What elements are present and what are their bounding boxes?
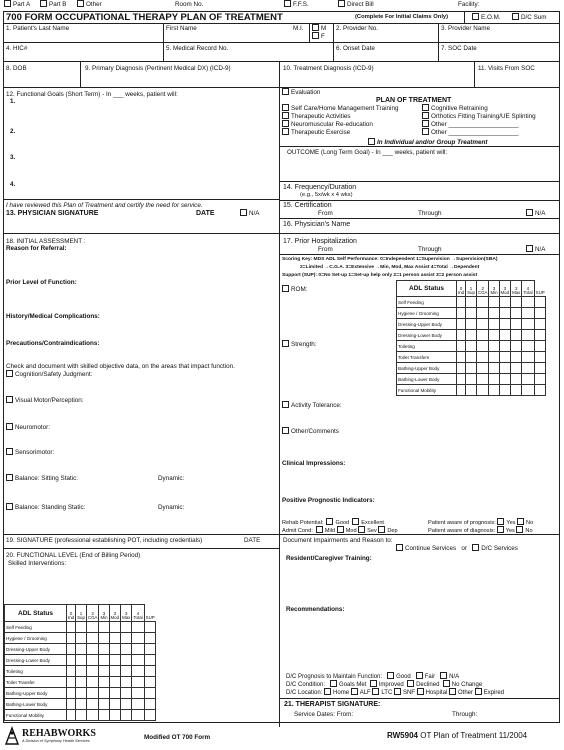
precautions-label: Precautions/Contraindications: <box>6 340 100 347</box>
rehab-potential-row: Rehab Potential: Good Excellent <box>282 519 384 526</box>
modified-form-label: Modified OT 700 Form <box>144 734 211 741</box>
therapist-signature-label: 21. THERAPIST SIGNATURE: <box>284 701 381 708</box>
scoring-key-line1: Scoring Key: MDS ADL Self Performance: 0=Independent 1=Supervision →Supervision(SBA) <box>282 257 498 262</box>
adl-row: Functional Mobility <box>5 710 67 721</box>
adl-row: Bathing-Upper Body <box>397 363 457 374</box>
room-no-label: Room No. <box>175 1 204 8</box>
document-impairments-label: Document Impairments and Reason to: <box>283 537 393 544</box>
adl-row: Bathing-Lower Body <box>5 699 67 710</box>
certify-statement: I have reviewed this Plan of Treatment and certify the need for service. <box>6 202 203 209</box>
neuromotor-check[interactable]: Neuromotor: <box>6 424 50 431</box>
rehabworks-logo <box>4 724 128 748</box>
physician-signature-na[interactable]: N/A <box>240 210 260 217</box>
frequency-label: 14. Frequency/Duration <box>283 184 357 191</box>
recommendations-label: Recommendations: <box>286 606 345 613</box>
top-check-part-a[interactable]: Part A <box>4 1 30 8</box>
adl-status-table-bottom: ADL Status 0 Ind 1 Sup 2 CGA 3 Min 3 Mod 3 Max 4 Total SUP Self Feeding Hygiene / Grooming Dressing-Upper Body Dressing-Lower Body Toileting Toilet Transfer Bathing-Upper Body Bathing-Lower Body Functional Mobility <box>4 604 156 721</box>
top-check-part-b[interactable]: Part B <box>40 1 67 8</box>
activity-tolerance-check[interactable]: Activity Tolerance: <box>282 402 342 409</box>
plan-other-2[interactable]: Other ____________________ <box>422 129 519 136</box>
adl-row: Hygiene / Grooming <box>5 633 67 644</box>
adl-row: Toilet Transfer <box>5 677 67 688</box>
signature-19-date: DATE <box>244 537 261 544</box>
visits-from-soc-label: 11. Visits From SOC <box>478 65 535 72</box>
clinical-impressions-label: Clinical Impressions: <box>282 460 346 467</box>
skilled-interventions-label: Skilled Interventions: <box>8 560 67 567</box>
functional-level-label: 20. FUNCTIONAL LEVEL (End of Billing Period) <box>6 552 141 559</box>
physician-name-label: 16. Physician's Name <box>283 221 351 228</box>
facility-label: Facility: <box>458 1 480 8</box>
goal-2: 2. <box>10 128 16 135</box>
physician-signature-label: 13. PHYSICIAN SIGNATURE <box>6 210 99 217</box>
adl-row: Functional Mobility <box>397 385 457 396</box>
provider-name-label: 3. Provider Name <box>441 25 490 32</box>
prior-hosp-from: From <box>318 246 333 253</box>
adl-title: ADL Status <box>397 281 457 297</box>
form-subtitle: (Complete For Initial Claims Only) <box>355 14 449 20</box>
balance-sitting-check[interactable]: Balance: Sitting Static: <box>6 475 78 482</box>
other-comments-check[interactable]: Other/Comments <box>282 428 339 435</box>
adl-row: Bathing-Lower Body <box>397 374 457 385</box>
adl-row: Self Feeding <box>397 297 457 308</box>
aware-prognosis-row: Patient aware of prognosis: Yes No <box>428 519 534 526</box>
rehabworks-tagline: A Division of Symphony Health Services <box>22 739 90 743</box>
rom-check[interactable]: ROM: <box>282 286 307 293</box>
rehabworks-brand: REHABWORKS <box>22 728 96 739</box>
plan-therapeutic-exercise[interactable]: Therapeutic Exercise <box>282 129 350 136</box>
adl-row: Toileting <box>5 666 67 677</box>
adl-row: Dressing-Upper Body <box>5 644 67 655</box>
dc-condition-row: D/C Condition: Goals Met Improved Declined No Change <box>286 681 482 689</box>
plan-orthotics[interactable]: Orthotics Fitting Training/UE Splinting <box>422 113 536 120</box>
dc-location-row: D/C Location: Home ALF LTC SNF Hospital Other Expired <box>286 689 504 697</box>
check-note: Check and document with skilled objective data, on the areas that impact function. <box>6 363 235 370</box>
sex-female-check[interactable]: F <box>312 33 325 40</box>
prior-hosp-through: Through <box>418 246 442 253</box>
prior-hosp-label: 17. Prior Hospitalization <box>283 238 357 245</box>
scoring-key-line3: Support (SUP): 0=No Set-up 1=Set-up help only 2=1 person assist 3=2 person assist <box>282 273 478 278</box>
sensorimotor-check[interactable]: Sensorimotor: <box>6 449 54 456</box>
dob-label: 8. DOB <box>6 65 27 72</box>
adl-row: Self Feeding <box>5 622 67 633</box>
treatment-diagnosis-label: 10. Treatment Diagnosis (ICD-9) <box>283 65 374 72</box>
plan-therapeutic-activities[interactable]: Therapeutic Activities <box>282 113 351 120</box>
goal-1: 1. <box>10 98 16 105</box>
plan-cognitive[interactable]: Cognitive Retraining <box>422 105 488 112</box>
adl-row: Dressing-Lower Body <box>397 330 457 341</box>
evaluation-check[interactable]: Evaluation <box>282 89 320 96</box>
plan-of-treatment-title: PLAN OF TREATMENT <box>376 97 452 104</box>
cognition-check[interactable]: Cognition/Safety Judgment: <box>6 371 92 378</box>
goal-4: 4. <box>10 181 16 188</box>
physician-signature-date: DATE <box>196 210 215 217</box>
balance-sitting-dynamic: Dynamic: <box>158 475 185 482</box>
primary-diagnosis-label: 9. Primary Diagnosis (Pertinent Medical DX) (ICD-9) <box>85 65 231 72</box>
frequency-example: (e.g., 5x/wk x 4 wks) <box>300 192 353 198</box>
sex-male-check[interactable]: M <box>312 25 326 32</box>
discharge-options: Continue Services or D/C Services <box>396 545 518 552</box>
mi-label: M.I. <box>293 25 304 32</box>
reason-referral-label: Reason for Referral: <box>6 245 67 252</box>
first-name-label: First Name <box>166 25 197 32</box>
adl-row: Bathing-Upper Body <box>5 688 67 699</box>
soc-date-label: 7. SOC Date <box>441 45 477 52</box>
prior-level-label: Prior Level of Function: <box>6 279 77 286</box>
onset-date-label: 6. Onset Date <box>336 45 375 52</box>
rehabworks-logo-icon <box>4 726 20 746</box>
goal-3: 3. <box>10 154 16 161</box>
dc-prognosis-row: D/C Prognosis to Maintain Function: Good Fair N/A <box>286 673 459 681</box>
adl-row: Dressing-Upper Body <box>397 319 457 330</box>
adl-status-table-right: ADL Status 0 Ind 1 Sup 2 CGA 3 Min 3 Mod 3 Max 4 Total SUP Self Feeding Hygiene / Grooming Dressing-Upper Body Dressing-Lower Body Toileting Toilet Transfers Bathing-Upper Body Bathing-Lower Body Functional Mobility <box>396 280 546 396</box>
service-dates-through: Through: <box>452 711 478 718</box>
adl-row: Toileting <box>397 341 457 352</box>
form-code-row: RW5904 OT Plan of Treatment 11/2004 <box>387 731 528 740</box>
adl-row: Hygiene / Grooming <box>397 308 457 319</box>
prior-hosp-na[interactable]: N/A <box>526 246 546 253</box>
provider-no-label: 2. Provider No. <box>336 25 378 32</box>
dc-sum-check[interactable]: D/C Sum <box>512 14 547 21</box>
aware-diagnosis-row: Patient aware of diagnosis: Yes No <box>428 527 533 534</box>
top-check-ffs[interactable]: F.F.S. <box>284 1 309 8</box>
form-title: 700 FORM OCCUPATIONAL THERAPY PLAN OF TREATMENT <box>6 12 283 23</box>
plan-neuromuscular[interactable]: Neuromuscular Re-education <box>282 121 373 128</box>
top-check-direct-bill[interactable]: Direct Bill <box>338 1 374 8</box>
outcome-label: OUTCOME (Long Term Goal) - In ___ weeks, patient will: <box>287 149 448 156</box>
resident-training-label: Resident/Caregiver Training: <box>286 555 372 562</box>
balance-standing-check[interactable]: Balance: Standing Static: <box>6 504 85 511</box>
functional-goals-label: 12. Functional Goals (Short Term) - In ___ weeks, patient will: <box>6 91 178 98</box>
scoring-key-line2: 2=Limited →C.G.A. 3=Extensive →Min, Mod, Max Assist 4=Total →Dependent <box>300 265 480 270</box>
signature-19-label: 19. SIGNATURE (professional establishing POT, including credentials) <box>6 537 203 544</box>
admit-cond-row: Admit Cond: Mild Mod Sev Dep <box>282 527 398 534</box>
certification-label: 15. Certification <box>283 202 332 209</box>
medical-record-label: 5. Medical Record No. <box>166 45 229 52</box>
initial-assessment-title: 18. INITIAL ASSESSMENT : <box>6 238 86 245</box>
hic-label: 4. HIC# <box>6 45 28 52</box>
positive-prognostic-label: Positive Prognostic Indicators: <box>282 497 375 504</box>
service-dates-from: Service Dates: From: <box>294 711 354 718</box>
adl-row: Toilet Transfers <box>397 352 457 363</box>
strength-check[interactable]: Strength: <box>282 341 317 348</box>
patient-last-name-label: 1. Patient's Last Name <box>6 25 70 32</box>
history-label: History/Medical Complications: <box>6 313 100 320</box>
eom-check[interactable]: E.O.M. <box>472 14 501 21</box>
adl-bottom-title: ADL Status <box>5 605 67 622</box>
top-check-other[interactable]: Other <box>77 1 102 8</box>
plan-self-care[interactable]: Self Care/Home Management Training <box>282 105 398 112</box>
certification-through: Through <box>418 210 442 217</box>
certification-na[interactable]: N/A <box>526 210 546 217</box>
visual-motor-check[interactable]: Visual Motor/Perception: <box>6 397 84 404</box>
individual-group-check[interactable]: In Individual and/or Group Treatment <box>368 139 487 146</box>
adl-row: Dressing-Lower Body <box>5 655 67 666</box>
balance-standing-dynamic: Dynamic: <box>158 504 185 511</box>
plan-other-1[interactable]: Other ____________________ <box>422 121 519 128</box>
certification-from: From <box>318 210 333 217</box>
